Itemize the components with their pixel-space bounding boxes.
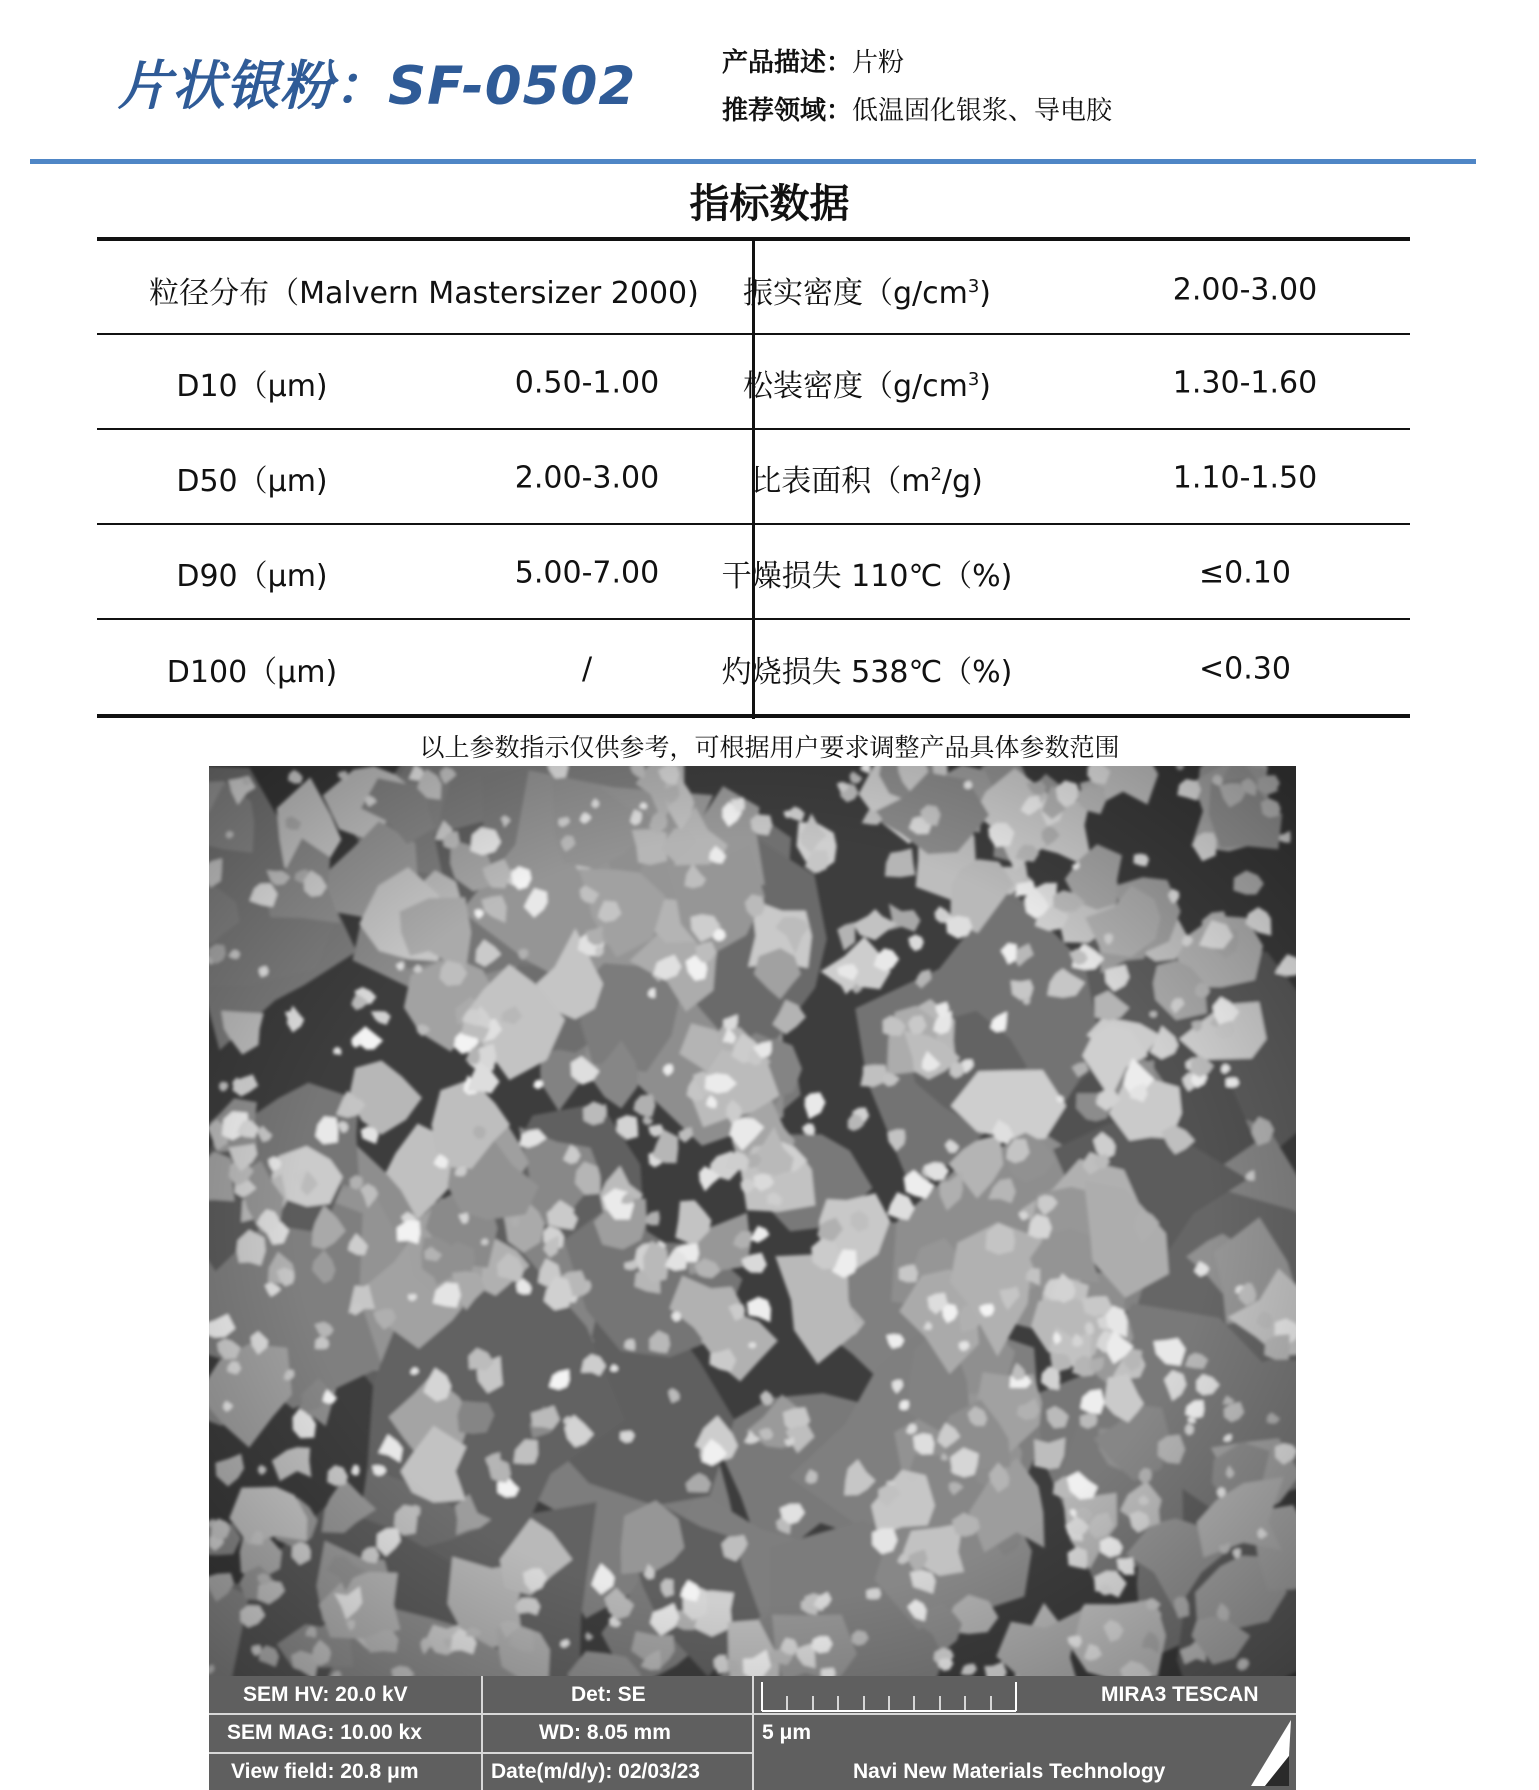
- section-title: 指标数据: [689, 181, 850, 227]
- spec-label: D90（μm): [176, 559, 328, 594]
- spec-value: 0.50-1.00: [514, 365, 660, 401]
- spec-value: /: [581, 651, 593, 687]
- spec-label: D100（μm): [166, 655, 338, 690]
- product-title: 片状银粉：SF-0502: [118, 56, 637, 117]
- reference-note: 以上参数指示仅供参考，可根据用户要求调整产品具体参数范围: [419, 733, 1120, 762]
- spec-value: 2.00-3.00: [1172, 272, 1318, 308]
- spec-table: [97, 237, 1410, 719]
- spec-label: D10（μm): [176, 369, 328, 404]
- recommended-field: [722, 90, 1112, 127]
- spec-label: D50（μm): [176, 464, 328, 499]
- tescan-logo-icon: [1249, 1716, 1293, 1788]
- spec-label: 比表面积$(m^2/g)$: [751, 464, 983, 499]
- instrument-name: MIRA3 TESCAN: [1101, 1683, 1259, 1706]
- header-divider: [30, 159, 1476, 164]
- field-label: 推荐领域：: [722, 96, 853, 126]
- spec-value: <0.30: [1199, 651, 1291, 687]
- spec-value: 1.10-1.50: [1172, 460, 1318, 496]
- spec-label: 灼烧损失 538℃（%): [721, 655, 1013, 690]
- sem-detector: Det: SE: [571, 1683, 646, 1706]
- field-value: 低温固化银浆、导电胶: [852, 96, 1113, 126]
- scale-label: 5 μm: [762, 1721, 812, 1744]
- sem-view-field: View field: 20.8 μm: [231, 1760, 419, 1783]
- product-description: [722, 42, 904, 79]
- sem-info-bar: [209, 1676, 1296, 1790]
- sem-micrograph: [209, 766, 1296, 1790]
- info-row-divider: [209, 1713, 1296, 1715]
- sem-date: Date(m/d/y): 02/03/23: [491, 1760, 700, 1783]
- organization-name: Navi New Materials Technology: [853, 1760, 1166, 1783]
- spec-value: 2.00-3.00: [514, 460, 660, 496]
- description-label: 产品描述：: [722, 48, 853, 78]
- sem-working-distance: WD: 8.05 mm: [539, 1721, 671, 1744]
- spec-label: 振实密度$(g/cm^3)$: [742, 276, 992, 311]
- particle-size-header: 粒径分布（Malvern Mastersizer 2000): [149, 276, 699, 311]
- info-divider: [481, 1676, 483, 1790]
- spec-value: 5.00-7.00: [514, 555, 660, 591]
- spec-value: ≤0.10: [1199, 555, 1291, 591]
- info-row-divider: [209, 1752, 752, 1754]
- scale-bar: [758, 1678, 1020, 1714]
- spec-label: 干燥损失 110℃（%): [721, 559, 1013, 594]
- info-divider: [752, 1676, 754, 1790]
- sem-image: [209, 766, 1296, 1676]
- sem-mag: SEM MAG: 10.00 kx: [227, 1721, 422, 1744]
- description-value: 片粉: [852, 48, 905, 78]
- spec-label: 松装密度$(g/cm^3)$: [742, 369, 992, 404]
- spec-value: 1.30-1.60: [1172, 365, 1318, 401]
- sem-hv: SEM HV: 20.0 kV: [243, 1683, 408, 1706]
